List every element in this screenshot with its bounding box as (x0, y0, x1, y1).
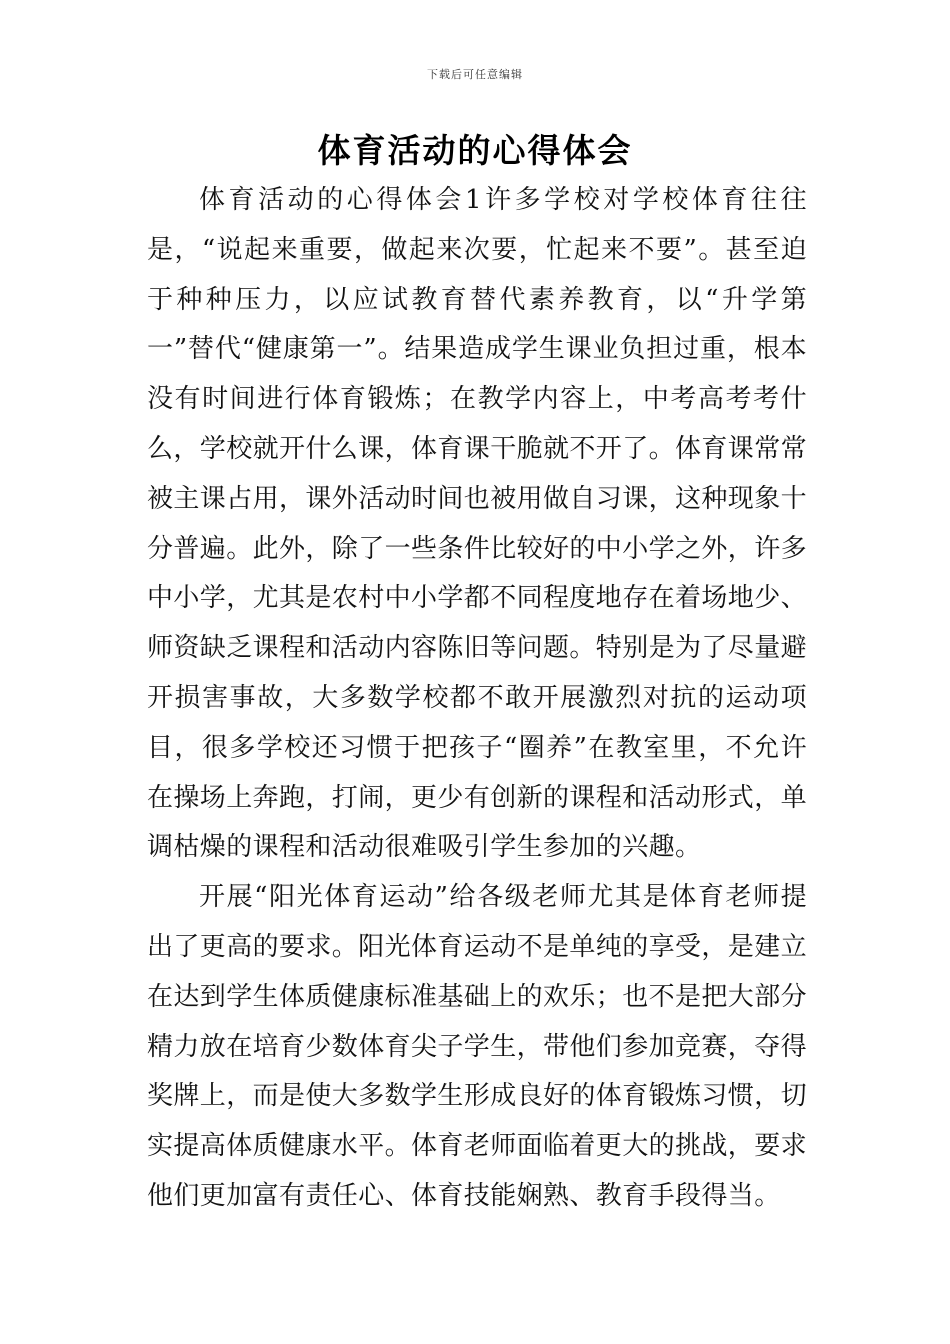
document-body (147, 176, 807, 1222)
paragraph-2: 开展“阳光体育运动”给各级老师尤其是体育老师提出了更高的要求。阳光体育运动不是单纯的享受，是建立在达到学生体质健康标准基础上的欢乐；也不是把大部分精力放在培育少数体育尖子学生，带他们参加竞赛，夺得奖牌上，而是使大多数学生形成良好的体育锻炼习惯，切实提高体质健康水平。体育老师面临着更大的挑战，要求他们更加富有责任心、体育技能娴熟、教育手段得当。 (147, 882, 808, 1211)
page-title: 体育活动的心得体会 (317, 131, 633, 170)
header-note: 下载后可任意编辑 (427, 68, 523, 81)
paragraph-1: 体育活动的心得体会1许多学校对学校体育往往是，“说起来重要，做起来次要，忙起来不要”。甚至迫于种种压力，以应试教育替代素养教育，以“升学第一”替代“健康第一”。结果造成学生课业负担过重，根本没有时间进行体育锻炼；在教学内容上，中考高考考什么，学校就开什么课，体育课干脆就不开了。体育课常常被主课占用，课外活动时间也被用做自习课，这种现象十分普遍。此外，除了一些条件比较好的中小学之外，许多中小学，尤其是农村中小学都不同程度地存在着场地少、师资缺乏课程和活动内容陈旧等问题。特别是为了尽量避开损害事故，大多数学校都不敢开展激烈对抗的运动项目，很多学校还习惯于把孩子“圈养”在教室里，不允许在操场上奔跑，打闹，更少有创新的课程和活动形式，单调枯燥的课程和活动很难吸引学生参加的兴趣。 (147, 185, 808, 863)
